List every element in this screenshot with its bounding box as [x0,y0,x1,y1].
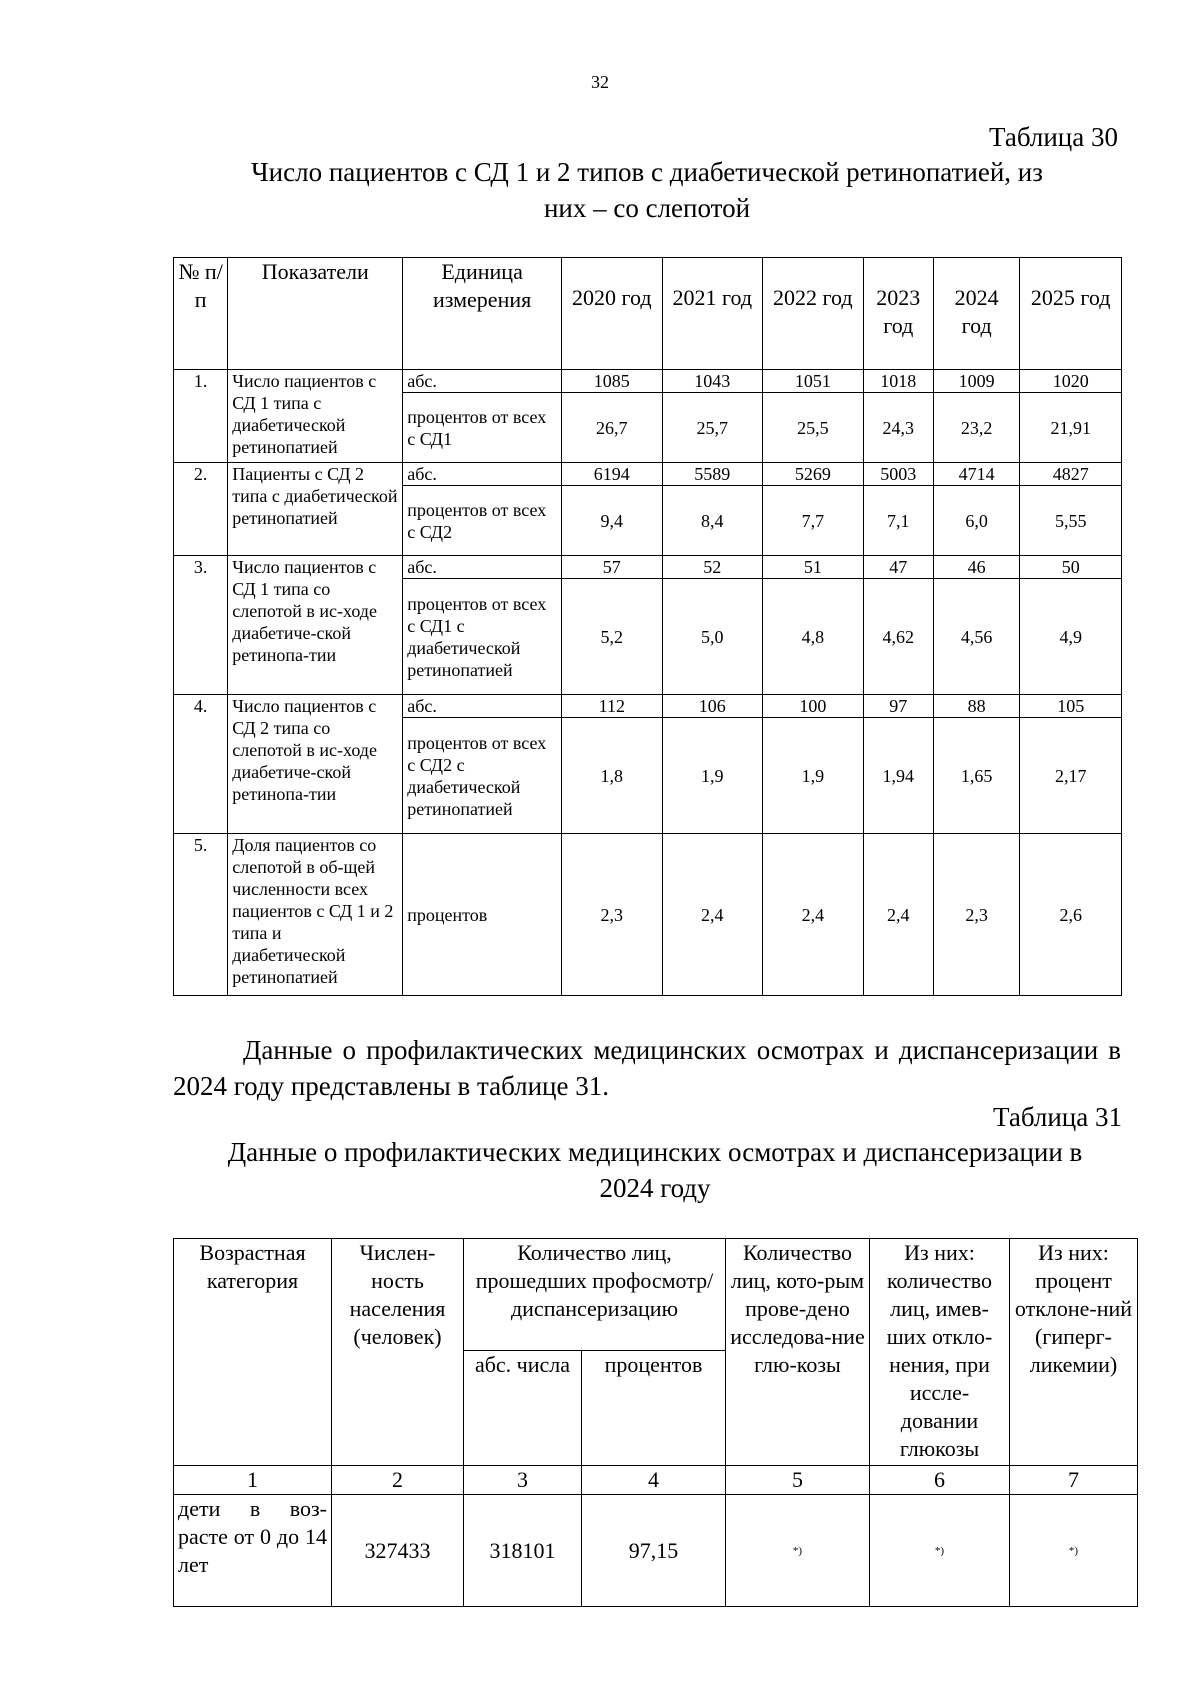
pct-value: 5,0 [662,579,763,695]
unit-pct: процентов от всех с СД2 [403,486,562,556]
unit-abs: абс. [403,370,562,393]
table-row [174,556,1122,579]
row-num: 5. [174,834,228,996]
abs-value: 4827 [1020,463,1122,486]
header-year: 2024 год [933,258,1019,370]
pct-value: 8,4 [662,486,763,556]
row-num: 2. [174,463,228,556]
pct-value: 23,2 [933,393,1019,463]
table-30-header-row [174,258,1122,370]
header-year: 2023 год [863,258,933,370]
table-row [174,695,1122,718]
row-abs: 318101 [464,1495,582,1607]
table-30 [173,257,1122,996]
pct-value: 6,0 [933,486,1019,556]
table-row [174,1495,1138,1607]
row-pct: 97,15 [582,1495,726,1607]
header-population: Числен-ность населения (человек) [332,1239,464,1466]
abs-value: 100 [763,695,864,718]
table-31-caption-line1: Данные о профилактических медицинских осмотрах и диспансеризации в [227,1137,1083,1167]
pct-value: 2,4 [763,834,864,996]
pct-value: 2,6 [1020,834,1122,996]
abs-value: 1043 [662,370,763,393]
unit-pct: процентов от всех с СД1 с диабетической ретинопатией [403,579,562,695]
row-population: 327433 [332,1495,464,1607]
abs-value: 1085 [562,370,663,393]
pct-value: 2,4 [662,834,763,996]
row-num: 4. [174,695,228,834]
pct-value: 25,7 [662,393,763,463]
abs-value: 112 [562,695,663,718]
abs-value: 5003 [863,463,933,486]
column-number-row [174,1466,1138,1495]
abs-value: 46 [933,556,1019,579]
table-30-caption-line1: Число пациентов с СД 1 и 2 типов с диабетической ретинопатией, из [251,157,1043,187]
row-indicator: Число пациентов с СД 1 типа с диабетической ретинопатией [228,370,403,463]
abs-value: 50 [1020,556,1122,579]
pct-value: 1,8 [562,718,663,834]
pct-value: 1,94 [863,718,933,834]
abs-value: 52 [662,556,763,579]
header-year: 2020 год [562,258,663,370]
column-number: 4 [582,1466,726,1495]
row-num: 1. [174,370,228,463]
abs-value: 105 [1020,695,1122,718]
pct-value: 2,17 [1020,718,1122,834]
unit-abs: абс. [403,463,562,486]
header-passed: Количество лиц, прошедших профосмотр/ диспансеризацию [464,1239,726,1351]
unit-pct: процентов от всех с СД2 с диабетической ретинопатией [403,718,562,834]
table-31-caption [173,1134,1137,1206]
header-year: 2021 год [662,258,763,370]
table-row [174,370,1122,393]
unit-abs: абс. [403,695,562,718]
row-num: 3. [174,556,228,695]
table-31-label: Таблица 31 [993,1102,1122,1132]
header-deviations: Из них: количество лиц, имев-ших откло-нения, при иссле-довании глюкозы [870,1239,1010,1466]
column-number: 6 [870,1466,1010,1495]
header-pct: процентов [582,1351,726,1466]
pct-value: 9,4 [562,486,663,556]
header-unit: Единица измерения [403,258,562,370]
column-number: 7 [1010,1466,1138,1495]
abs-value: 1051 [763,370,864,393]
row-indicator: Доля пациентов со слепотой в об-щей численности всех пациентов с СД 1 и 2 типа и диабетической ретинопатией [228,834,403,996]
table-30-caption-line2: них – со слепотой [543,193,751,223]
pct-value: 2,3 [933,834,1019,996]
table-31-caption-line2: 2024 году [599,1173,711,1203]
header-glucose: Количество лиц, кото-рым прове-дено исследова-ние глю-козы [726,1239,870,1466]
row-age: дети в воз-расте от 0 до 14 лет [174,1495,332,1607]
pct-value: 26,7 [562,393,663,463]
table-31 [173,1238,1138,1607]
pct-value: 4,8 [763,579,864,695]
page-number: 32 [591,72,609,92]
table-31-header-row [174,1239,1138,1351]
row-indicator: Пациенты с СД 2 типа с диабетической ретинопатией [228,463,403,556]
pct-value: 24,3 [863,393,933,463]
row-indicator: Число пациентов с СД 1 типа со слепотой в ис-ходе диабетиче-ской ретинопа-тии [228,556,403,695]
abs-value: 6194 [562,463,663,486]
pct-value: 7,1 [863,486,933,556]
pct-value: 1,65 [933,718,1019,834]
pct-value: 5,2 [562,579,663,695]
pct-value: 4,9 [1020,579,1122,695]
pct-value: 21,91 [1020,393,1122,463]
pct-value: 1,9 [763,718,864,834]
column-number: 1 [174,1466,332,1495]
table-row [174,834,1122,996]
abs-value: 4714 [933,463,1019,486]
abs-value: 1018 [863,370,933,393]
table-row [174,463,1122,486]
unit-abs: абс. [403,556,562,579]
pct-value: 1,9 [662,718,763,834]
row-deviation-pct: *) [1010,1495,1138,1607]
unit-pct: процентов [403,834,562,996]
pct-value: 25,5 [763,393,864,463]
abs-value: 5589 [662,463,763,486]
abs-value: 88 [933,695,1019,718]
column-number: 3 [464,1466,582,1495]
row-indicator: Число пациентов с СД 2 типа со слепотой в ис-ходе диабетиче-ской ретинопа-тии [228,695,403,834]
pct-value: 4,56 [933,579,1019,695]
abs-value: 1020 [1020,370,1122,393]
column-number: 2 [332,1466,464,1495]
header-year: 2025 год [1020,258,1122,370]
abs-value: 1009 [933,370,1019,393]
column-number: 5 [726,1466,870,1495]
pct-value: 2,3 [562,834,663,996]
body-paragraph: Данные о профилактических медицинских осмотрах и диспансеризации в 2024 году представлены в таблице 31. [173,1035,1121,1101]
header-deviation-pct: Из них: процент отклоне-ний (гиперг-ликемии) [1010,1239,1138,1466]
unit-pct: процентов от всех с СД1 [403,393,562,463]
header-num: № п/п [174,258,228,370]
row-glucose: *) [726,1495,870,1607]
pct-value: 5,55 [1020,486,1122,556]
pct-value: 4,62 [863,579,933,695]
abs-value: 5269 [763,463,864,486]
abs-value: 51 [763,556,864,579]
abs-value: 47 [863,556,933,579]
abs-value: 57 [562,556,663,579]
header-year: 2022 год [763,258,864,370]
table-30-label: Таблица 30 [989,122,1118,152]
pct-value: 7,7 [763,486,864,556]
abs-value: 97 [863,695,933,718]
header-age: Возрастная категория [174,1239,332,1466]
row-deviations: *) [870,1495,1010,1607]
header-abs: абс. числа [464,1351,582,1466]
abs-value: 106 [662,695,763,718]
table-30-caption [173,154,1121,226]
header-indicator: Показатели [228,258,403,370]
pct-value: 2,4 [863,834,933,996]
